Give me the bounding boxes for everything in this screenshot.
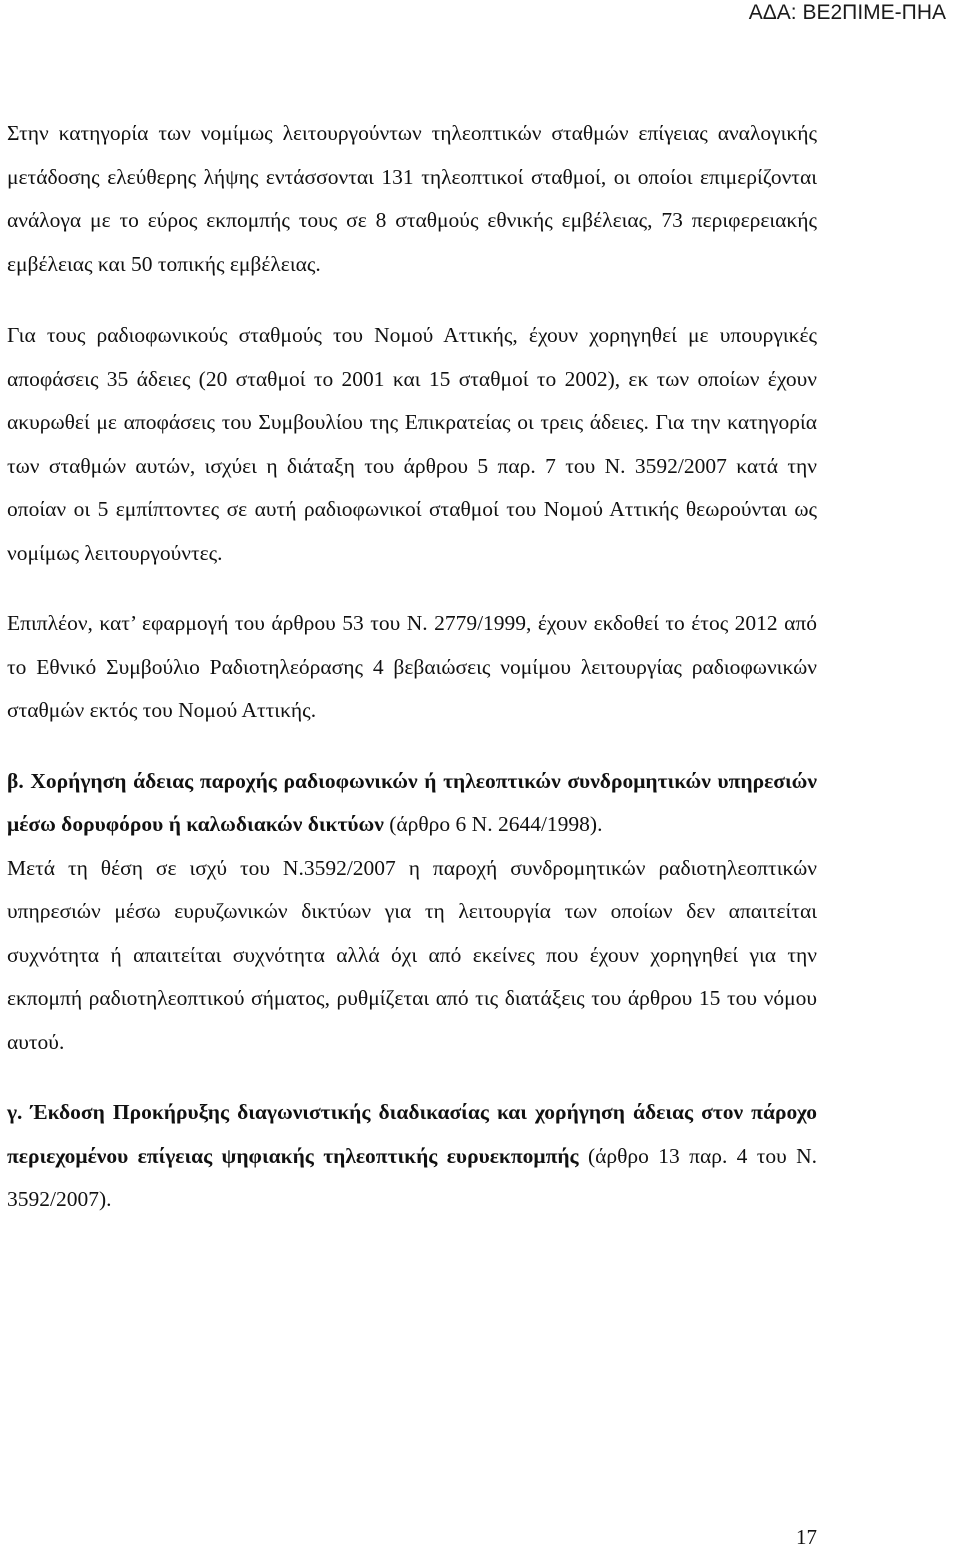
paragraph-certificates: Επιπλέον, κατ’ εφαρμογή του άρθρου 53 του Ν. 2779/1999, έχουν εκδοθεί το έτος 2012 από το Εθνικό Συμβούλιο Ραδιοτηλεόρασης 4 βεβαιώσεις νομίμου λειτουργίας ραδιοφωνικών σταθμών εκτός του Νομού Αττικής. bbox=[7, 611, 817, 722]
page-number: 17 bbox=[796, 1525, 817, 1549]
section-b-reference: (άρθρο 6 Ν. 2644/1998). bbox=[389, 812, 603, 836]
section-c-title: γ. Έκδοση Προκήρυξης διαγωνιστικής διαδικασίας και χορήγηση άδειας στον πάροχο περιεχομένου επίγειας ψηφιακής τηλεοπτικής ευρυεκπομπής bbox=[7, 1100, 817, 1168]
ada-code: ΑΔΑ: ΒΕ2ΠΙΜΕ-ΠΗΑ bbox=[748, 1, 946, 24]
section-c-reference: (άρθρο 13 παρ. 4 του Ν. 3592/2007). bbox=[7, 1143, 818, 1211]
section-c-heading bbox=[7, 1091, 817, 1222]
section-b-heading bbox=[7, 760, 817, 847]
paragraph-tv-stations: Στην κατηγορία των νομίμως λειτουργούντων τηλεοπτικών σταθμών επίγειας αναλογικής μετάδοσης ελεύθερης λήψης εντάσσονται 131 τηλεοπτικοί σταθμοί, οι οποίοι επιμερίζονται ανάλογα με το εύρος εκπομπής τους σε 8 σταθμούς εθνικής εμβέλειας, 73 περιφερειακής εμβέλειας και 50 τοπικής εμβέλειας. bbox=[7, 121, 817, 276]
paragraph-subscription-services: Μετά τη θέση σε ισχύ του Ν.3592/2007 η παροχή συνδρομητικών ραδιοτηλεοπτικών υπηρεσιών μέσω ευρυζωνικών δικτύων για τη λειτουργία των οποίων δεν απαιτείται συχνότητα ή απαιτείται συχνότητα αλλά όχι από εκείνες που έχουν χορηγηθεί για την εκπομπή ραδιοτηλεοπτικού σήματος, ρυθμίζεται από τις διατάξεις του άρθρου 15 του νόμου αυτού. bbox=[7, 855, 817, 1054]
paragraph-radio-attica: Για τους ραδιοφωνικούς σταθμούς του Νομού Αττικής, έχουν χορηγηθεί με υπουργικές αποφάσεις 35 άδειες (20 σταθμοί το 2001 και 15 σταθμοί το 2002), εκ των οποίων έχουν ακυρωθεί με αποφάσεις του Συμβουλίου της Επικρατείας οι τρεις άδειες. Για την κατηγορία των σταθμών αυτών, ισχύει η διάταξη του άρθρου 5 παρ. 7 του Ν. 3592/2007 κατά την οποίαν οι 5 εμπίπτοντες σε αυτή ραδιοφωνικοί σταθμοί του Νομού Αττικής θεωρούνται ως νομίμως λειτουργούντες. bbox=[7, 323, 817, 565]
section-b-title: β. Χορήγηση άδειας παροχής ραδιοφωνικών ή τηλεοπτικών συνδρομητικών υπηρεσιών μέσω δορυφόρου ή καλωδιακών δικτύων bbox=[7, 768, 817, 836]
document-body bbox=[7, 112, 817, 1222]
